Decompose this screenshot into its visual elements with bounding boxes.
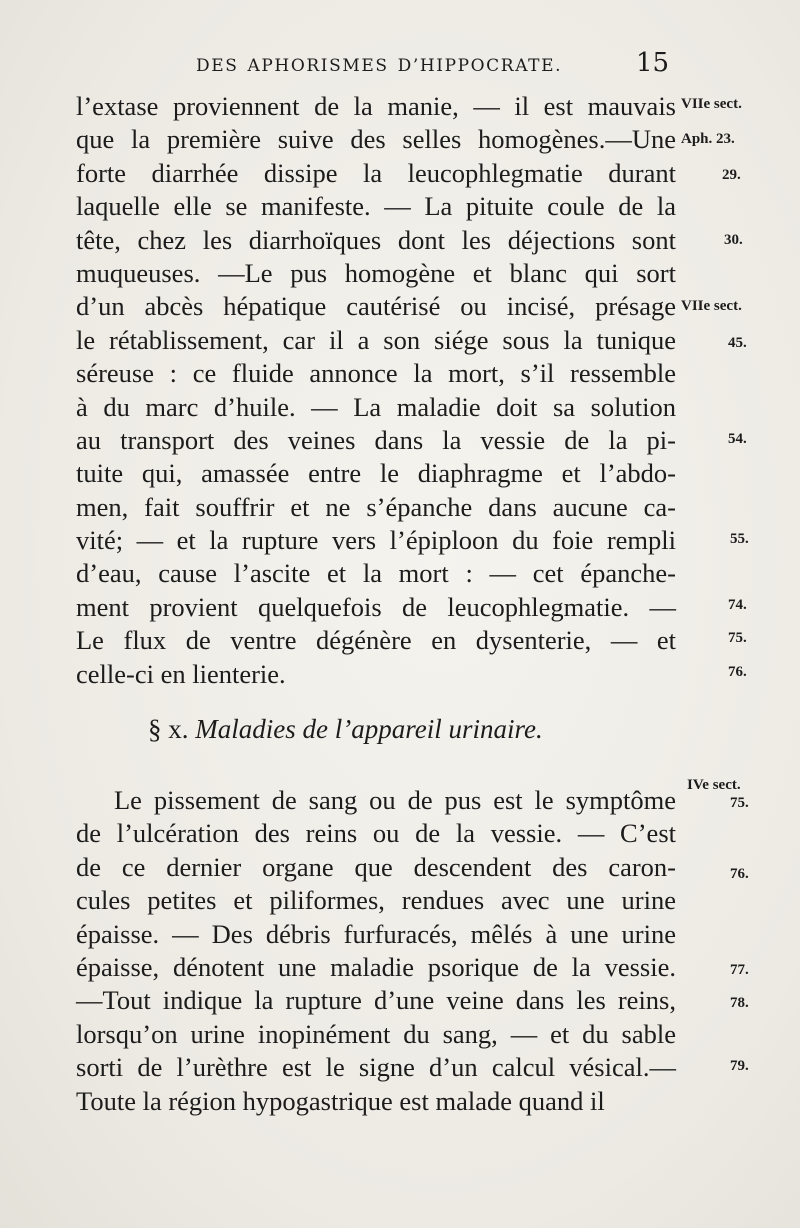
margin-note: VIIe sect.	[681, 298, 742, 314]
margin-note: 74.	[728, 597, 747, 613]
page-number: 15	[636, 48, 670, 78]
margin-note: IVe sect.	[687, 777, 741, 793]
text-line: le rétablissement, car il a son siége sous la tunique	[76, 324, 676, 355]
margin-note: 29.	[722, 167, 741, 183]
margin-note: 45.	[728, 335, 747, 351]
margin-note: Aph. 23.	[681, 131, 735, 147]
text-line: à du marc d’huile. — La maladie doit sa solution	[76, 391, 676, 422]
margin-note: 75.	[730, 795, 749, 811]
body-text-block-1	[76, 90, 676, 691]
text-line: celle-ci en lienterie.	[76, 658, 286, 689]
text-line: ment provient quelquefois de leucophlegmatie. —	[76, 591, 676, 622]
section-title: Maladies de l’appareil urinaire.	[195, 714, 543, 744]
text-line: Le flux de ventre dégénère en dysenterie, — et	[76, 625, 676, 656]
text-line: séreuse : ce fluide annonce la mort, s’il ressemble	[76, 358, 676, 389]
text-line: d’un abcès hépatique cautérisé ou incisé, présage	[76, 291, 676, 322]
margin-note: 76.	[730, 866, 749, 882]
text-line: l’extase proviennent de la manie, — il est mauvais	[76, 91, 676, 121]
text-line: laquelle elle se manifeste. — La pituite coule de la	[76, 191, 676, 222]
text-line: forte diarrhée dissipe la leucophlegmatie durant	[76, 157, 676, 188]
text-line: épaisse, dénotent une maladie psorique de la vessie.	[76, 951, 676, 982]
margin-note: VIIe sect.	[681, 96, 742, 112]
text-line: tuite qui, amassée entre le diaphragme et l’abdo-	[76, 458, 676, 489]
margin-note: 79.	[730, 1058, 749, 1074]
margin-note: 78.	[730, 995, 749, 1011]
margin-note: 54.	[728, 431, 747, 447]
section-number: § x.	[148, 714, 189, 744]
text-line: que la première suive des selles homogènes.—Une	[76, 124, 676, 155]
text-line: cules petites et piliformes, rendues avec une urine	[76, 885, 676, 916]
margin-note: 30.	[724, 232, 743, 248]
text-line: sorti de l’urèthre est le signe d’un calcul vésical.—	[76, 1052, 676, 1083]
text-line: au transport des veines dans la vessie de la pi-	[76, 424, 676, 455]
text-line: Toute la région hypogastrique est malade quand il	[76, 1085, 605, 1116]
text-line: vité; — et la rupture vers l’épiploon du foie rempli	[76, 525, 676, 556]
text-line: épaisse. — Des débris furfuracés, mêlés à une urine	[76, 918, 676, 949]
text-line: lorsqu’on urine inopinément du sang, — et du sable	[76, 1018, 676, 1049]
margin-note: 77.	[730, 962, 749, 978]
section-heading	[148, 714, 543, 745]
margin-note: 55.	[730, 531, 749, 547]
body-text-block-2	[76, 784, 676, 1118]
text-line: muqueuses. —Le pus homogène et blanc qui sort	[76, 257, 676, 288]
margin-note: 75.	[728, 630, 747, 646]
text-line: de ce dernier organe que descendent des caron-	[76, 851, 676, 882]
running-head: DES APHORISMES D’HIPPOCRATE.	[196, 56, 563, 76]
text-line: —Tout indique la rupture d’une veine dans les reins,	[76, 985, 676, 1016]
text-line: de l’ulcération des reins ou de la vessie. — C’est	[76, 818, 676, 849]
text-line: tête, chez les diarrhoïques dont les déjections sont	[76, 224, 676, 255]
text-line: Le pissement de sang ou de pus est le symptôme	[114, 785, 676, 815]
text-line: men, fait souffrir et ne s’épanche dans aucune ca-	[76, 491, 676, 522]
text-line: d’eau, cause l’ascite et la mort : — cet épanche-	[76, 558, 676, 589]
margin-note: 76.	[728, 664, 747, 680]
